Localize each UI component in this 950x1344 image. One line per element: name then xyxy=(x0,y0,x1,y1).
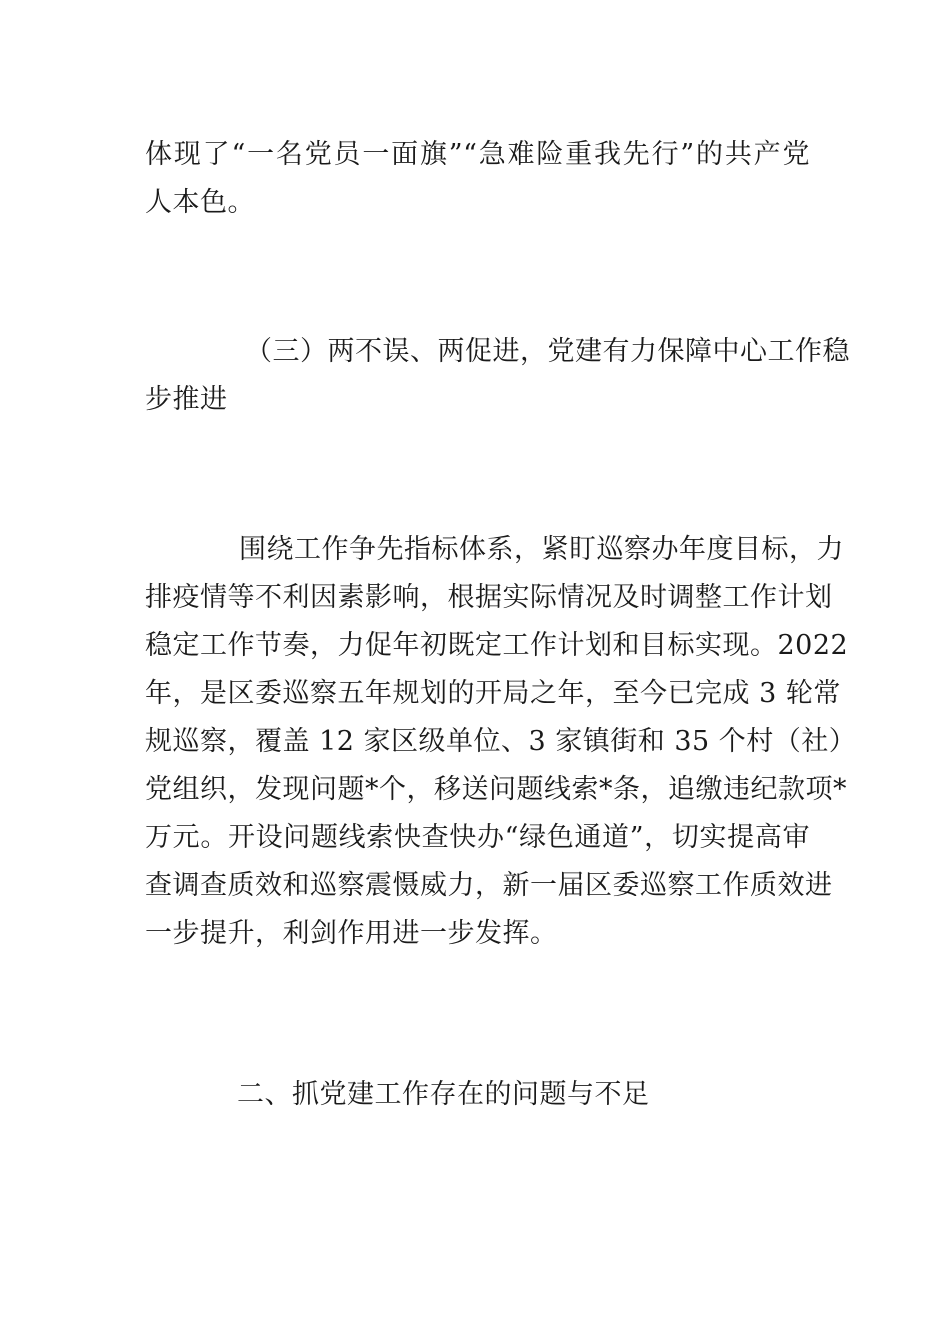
text-line: 年，是区委巡察五年规划的开局之年，至今已完成 3 轮常 xyxy=(145,678,841,709)
text-line: 规巡察，覆盖 12 家区级单位、3 家镇街和 35 个村（社） xyxy=(145,726,857,757)
section-heading-text: 二、抓党建工作存在的问题与不足 xyxy=(237,1079,650,1110)
text-line: 稳定工作节奏，力促年初既定工作计划和目标实现。2022 xyxy=(145,630,849,661)
section-heading xyxy=(145,1071,810,1119)
text-line: 围绕工作争先指标体系，紧盯巡察办年度目标，力 xyxy=(239,534,844,565)
text-line: 排疫情等不利因素影响，根据实际情况及时调整工作计划 xyxy=(145,582,833,613)
text-line: 体现了“一名党员一面旗”“急难险重我先行”的共产党 xyxy=(145,139,810,170)
text-line: 人本色。 xyxy=(145,187,255,218)
text-line: 党组织，发现问题*个，移送问题线索*条，追缴违纪款项* xyxy=(145,774,847,805)
text-line: 万元。开设问题线索快查快办“绿色通道”，切实提高审 xyxy=(145,822,810,853)
text-line: 查调查质效和巡察震慑威力，新一届区委巡察工作质效进 xyxy=(145,870,833,901)
text-line: 步推进 xyxy=(145,384,228,415)
text-line: 一步提升，利剑作用进一步发挥。 xyxy=(145,918,558,949)
text-line: （三）两不误、两促进，党建有力保障中心工作稳 xyxy=(245,336,850,367)
body-paragraph xyxy=(145,526,857,958)
paragraph-continuation xyxy=(145,131,810,227)
subheading-three xyxy=(145,328,850,424)
